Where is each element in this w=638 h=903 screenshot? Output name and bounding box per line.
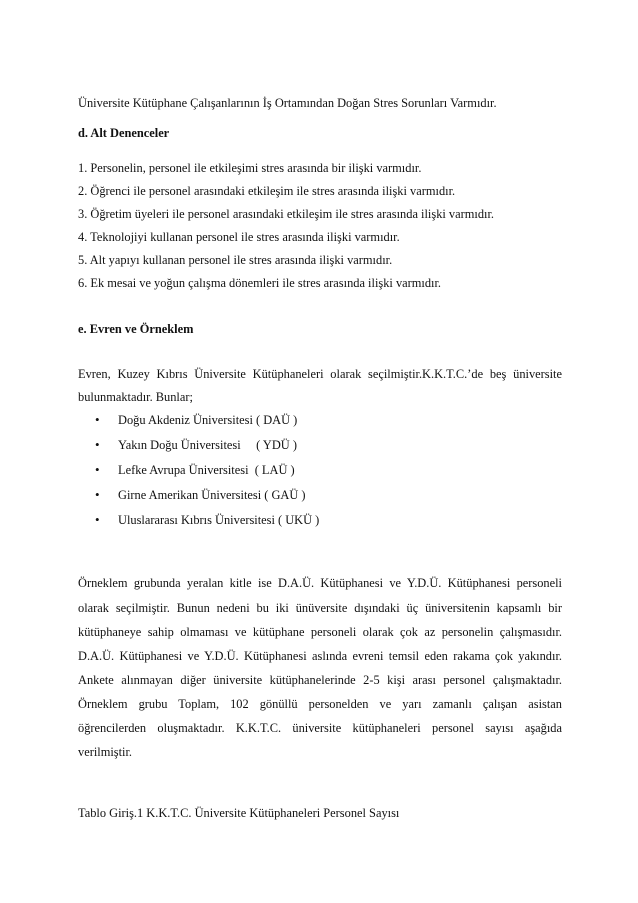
hypothesis-item: 3. Öğretim üyeleri ile personel arasındaki etkileşim ile stres arasında ilişki varmıdır.	[78, 207, 495, 221]
paragraph-line: Örneklem grubunda yeralan kitle ise D.A.Ü. Kütüphanesi ve Y.D.Ü. Kütüphanesi personeli	[78, 576, 562, 590]
paragraph-line: Örneklem grubu Toplam, 102 gönüllü personelden ve yarı zamanlı çalışan asistan	[78, 697, 562, 711]
hypothesis-item: 6. Ek mesai ve yoğun çalışma dönemleri ile stres arasında ilişki varmıdır.	[78, 276, 442, 290]
bullet-icon: •	[95, 487, 100, 502]
bullet-icon: •	[95, 412, 100, 427]
section-e-heading: e. Evren ve Örneklem	[78, 322, 194, 336]
paragraph-line: verilmiştir.	[78, 745, 133, 759]
table-caption: Tablo Giriş.1 K.K.T.C. Üniversite Kütüphaneleri Personel Sayısı	[78, 806, 400, 820]
university-item: Yakın Doğu Üniversitesi ( YDÜ )	[118, 438, 297, 452]
hypothesis-item: 1. Personelin, personel ile etkileşimi stres arasında bir ilişki varmıdır.	[78, 161, 422, 175]
bullet-icon: •	[95, 437, 100, 452]
university-item: Lefke Avrupa Üniversitesi ( LAÜ )	[118, 463, 295, 477]
paragraph-line: bulunmaktadır. Bunlar;	[78, 390, 193, 404]
intro-line: Üniversite Kütüphane Çalışanlarının İş Ortamından Doğan Stres Sorunları Varmıdır.	[78, 96, 497, 110]
university-item: Doğu Akdeniz Üniversitesi ( DAÜ )	[118, 413, 298, 427]
bullet-icon: •	[95, 462, 100, 477]
bullet-icon: •	[95, 512, 100, 527]
hypothesis-item: 5. Alt yapıyı kullanan personel ile stres arasında ilişki varmıdır.	[78, 253, 393, 267]
paragraph-line: kütüphaneye sahip olmaması ve kütüphane personeli olarak çok az personelin çalışmasıdır.	[78, 625, 562, 639]
university-item: Girne Amerikan Üniversitesi ( GAÜ )	[118, 488, 306, 502]
paragraph-line: öğrencilerden oluşmaktadır. K.K.T.C. üniversite kütüphaneleri personel sayısı aşağıda	[78, 721, 562, 735]
university-item: Uluslararası Kıbrıs Üniversitesi ( UKÜ )	[118, 513, 320, 527]
hypothesis-item: 4. Teknolojiyi kullanan personel ile stres arasında ilişki varmıdır.	[78, 230, 400, 244]
paragraph-line: D.A.Ü. Kütüphanesi ve Y.D.Ü. Kütüphanesi aslında evreni temsil eden rakama çok yakındır.	[78, 649, 562, 663]
paragraph-line: Evren, Kuzey Kıbrıs Üniversite Kütüphaneleri olarak seçilmiştir.K.K.T.C.’de beş üniversite	[78, 367, 562, 381]
paragraph-line: olarak seçilmiştir. Bunun nedeni bu iki ünüversite dışındaki üç üniversitenin kapsamlı bir	[78, 601, 562, 615]
section-d-heading: d. Alt Denenceler	[78, 126, 170, 140]
paragraph-line: Ankete alınmayan diğer üniversite kütüphanelerinde 2-5 kişi arası personel çalışmaktadır.	[78, 673, 562, 687]
hypothesis-item: 2. Öğrenci ile personel arasındaki etkileşim ile stres arasında ilişki varmıdır.	[78, 184, 456, 198]
